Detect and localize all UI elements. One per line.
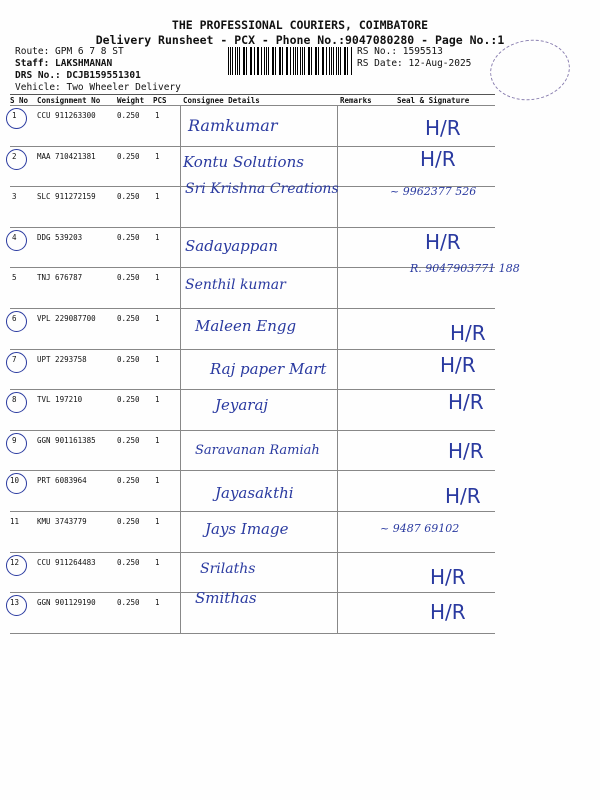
table-row <box>0 309 600 349</box>
barcode-bar <box>251 47 252 75</box>
seal-signature: R. 9047903771 188 <box>410 262 520 276</box>
table-row <box>0 512 600 552</box>
barcode-bar <box>243 47 244 75</box>
pieces-count: 1 <box>155 314 160 323</box>
col-seal-signature: Seal & Signature <box>397 96 470 105</box>
seal-signature: ~ 9487 69102 <box>380 522 460 535</box>
table-row <box>0 471 600 511</box>
table-row <box>0 262 600 308</box>
col-consignment: Consignment No <box>37 96 101 105</box>
serial-number: 1 <box>12 111 17 120</box>
pieces-count: 1 <box>155 232 160 242</box>
serial-number: 10 <box>10 476 20 486</box>
consignment-number: KMU 3743779 <box>37 517 87 526</box>
barcode-bar <box>315 47 316 75</box>
consignment-number: DDG 539203 <box>37 232 83 242</box>
receiver-handwriting: Maleen Engg <box>195 317 297 335</box>
barcode-bar <box>264 47 265 75</box>
table-row <box>0 106 600 146</box>
serial-number: 2 <box>12 151 17 161</box>
serial-number: 13 <box>10 598 20 608</box>
seal-signature: H/R <box>430 564 466 589</box>
serial-number: 7 <box>12 354 17 364</box>
weight-value: 0.250 <box>117 395 140 405</box>
consignment-number: VPL 229087700 <box>37 314 96 323</box>
weight-value: 0.250 <box>117 517 140 526</box>
barcode <box>228 47 352 75</box>
col-consignee-details: Consignee Details <box>183 96 260 105</box>
pieces-count: 1 <box>155 354 160 364</box>
barcode-bar <box>336 47 337 75</box>
seal-signature: H/R <box>450 321 486 345</box>
barcode-bar <box>340 47 341 75</box>
receiver-handwriting: Jayasakthi <box>215 484 294 503</box>
consignment-number: TVL 197210 <box>37 395 83 405</box>
serial-number: 8 <box>12 395 17 405</box>
runsheet-subtitle: Delivery Runsheet - PCX - Phone No.:9047080280 - Page No.:1 <box>95 33 505 47</box>
receiver-handwriting: Saravanan Ramiah <box>195 442 320 458</box>
table-row <box>0 390 600 430</box>
staff-label: Staff: LAKSHMANAN <box>15 58 113 69</box>
pieces-count: 1 <box>155 598 160 608</box>
consignment-number: GGN 901129190 <box>37 598 96 608</box>
weight-value: 0.250 <box>117 476 140 486</box>
weight-value: 0.250 <box>117 273 140 283</box>
pieces-count: 1 <box>155 517 160 526</box>
barcode-bar <box>257 47 258 75</box>
col-weight: Weight <box>117 96 145 105</box>
barcode-bar <box>302 47 303 75</box>
barcode-bar <box>293 47 294 75</box>
consignment-number: UPT 2293758 <box>37 354 87 364</box>
col-sno: S No <box>10 96 29 105</box>
pieces-count: 1 <box>155 395 160 405</box>
consignment-number: TNJ 676787 <box>37 273 83 283</box>
barcode-bar <box>326 47 327 75</box>
seal-signature: H/R <box>445 484 481 509</box>
serial-number: 11 <box>10 517 20 526</box>
receiver-handwriting: Kontu Solutions <box>183 152 304 171</box>
table-row <box>0 431 600 471</box>
weight-value: 0.250 <box>117 598 140 608</box>
consignment-number: SLC 911272159 <box>37 192 96 202</box>
route-label: Route: GPM 6 7 8 ST <box>15 46 124 57</box>
weight-value: 0.250 <box>117 557 140 567</box>
consignment-number: CCU 911264483 <box>37 557 96 567</box>
serial-number: 4 <box>12 232 17 242</box>
seal-signature: ~ 9962377 526 <box>390 185 477 199</box>
pieces-count: 1 <box>155 151 160 161</box>
barcode-bar <box>280 47 281 75</box>
barcode-bar <box>273 47 274 75</box>
pieces-count: 1 <box>155 192 160 202</box>
weight-value: 0.250 <box>117 192 140 202</box>
barcode-bar <box>333 47 334 75</box>
pieces-count: 1 <box>155 273 160 283</box>
serial-number: 6 <box>12 314 17 323</box>
weight-value: 0.250 <box>117 232 140 242</box>
receiver-handwriting: Sri Krishna Creations <box>185 181 339 198</box>
header-rule <box>10 94 495 95</box>
vehicle-label: Vehicle: Two Wheeler Delivery <box>15 82 181 93</box>
consignment-number: GGN 901161385 <box>37 435 96 445</box>
receiver-handwriting: Sadayappan <box>185 236 278 255</box>
rs-date: RS Date: 12-Aug-2025 <box>357 58 472 69</box>
serial-number: 3 <box>12 192 17 202</box>
receiver-handwriting: Srilaths <box>200 560 256 577</box>
serial-number: 12 <box>10 557 20 567</box>
barcode-bar <box>322 47 323 75</box>
table-row <box>0 350 600 390</box>
barcode-bar <box>295 47 296 75</box>
weight-value: 0.250 <box>117 111 140 120</box>
barcode-bar <box>286 47 287 75</box>
barcode-bar <box>347 47 348 75</box>
receiver-handwriting: Jeyaraj <box>215 396 269 415</box>
pieces-count: 1 <box>155 435 160 445</box>
consignment-number: CCU 911263300 <box>37 111 96 120</box>
serial-number: 9 <box>12 435 17 445</box>
consignment-number: MAA 710421381 <box>37 151 96 161</box>
pieces-count: 1 <box>155 111 160 120</box>
seal-signature: H/R <box>420 146 456 171</box>
seal-signature: H/R <box>425 229 461 254</box>
seal-signature: H/R <box>440 352 476 377</box>
company-title: THE PROFESSIONAL COURIERS, COIMBATORE <box>171 18 429 32</box>
table-row <box>0 553 600 593</box>
receiver-handwriting: Ramkumar <box>188 116 278 135</box>
drs-label: DRS No.: DCJB159551301 <box>15 70 141 81</box>
barcode-bar <box>309 47 310 75</box>
barcode-bar <box>239 47 240 75</box>
receiver-handwriting: Jays Image <box>205 520 289 538</box>
receiver-handwriting: Raj paper Mart <box>210 359 327 378</box>
pieces-count: 1 <box>155 476 160 486</box>
seal-signature: H/R <box>448 438 484 463</box>
seal-signature: H/R <box>425 116 461 140</box>
col-remarks: Remarks <box>340 96 372 105</box>
receiver-handwriting: Senthil kumar <box>185 277 286 294</box>
weight-value: 0.250 <box>117 435 140 445</box>
col-pcs: PCS <box>153 96 167 105</box>
seal-signature: H/R <box>448 390 484 415</box>
consignment-number: PRT 6083964 <box>37 476 87 486</box>
weight-value: 0.250 <box>117 314 140 323</box>
table-row <box>0 589 600 633</box>
weight-value: 0.250 <box>117 354 140 364</box>
barcode-bar <box>235 47 236 75</box>
pieces-count: 1 <box>155 557 160 567</box>
serial-number: 5 <box>12 273 17 283</box>
barcode-bar <box>266 47 267 75</box>
barcode-bar <box>228 47 229 75</box>
rs-number: RS No.: 1595513 <box>357 46 443 57</box>
weight-value: 0.250 <box>117 151 140 161</box>
seal-signature: H/R <box>430 600 466 625</box>
receiver-handwriting: Smithas <box>195 589 257 608</box>
row-divider <box>10 633 495 634</box>
table-row <box>0 181 600 227</box>
